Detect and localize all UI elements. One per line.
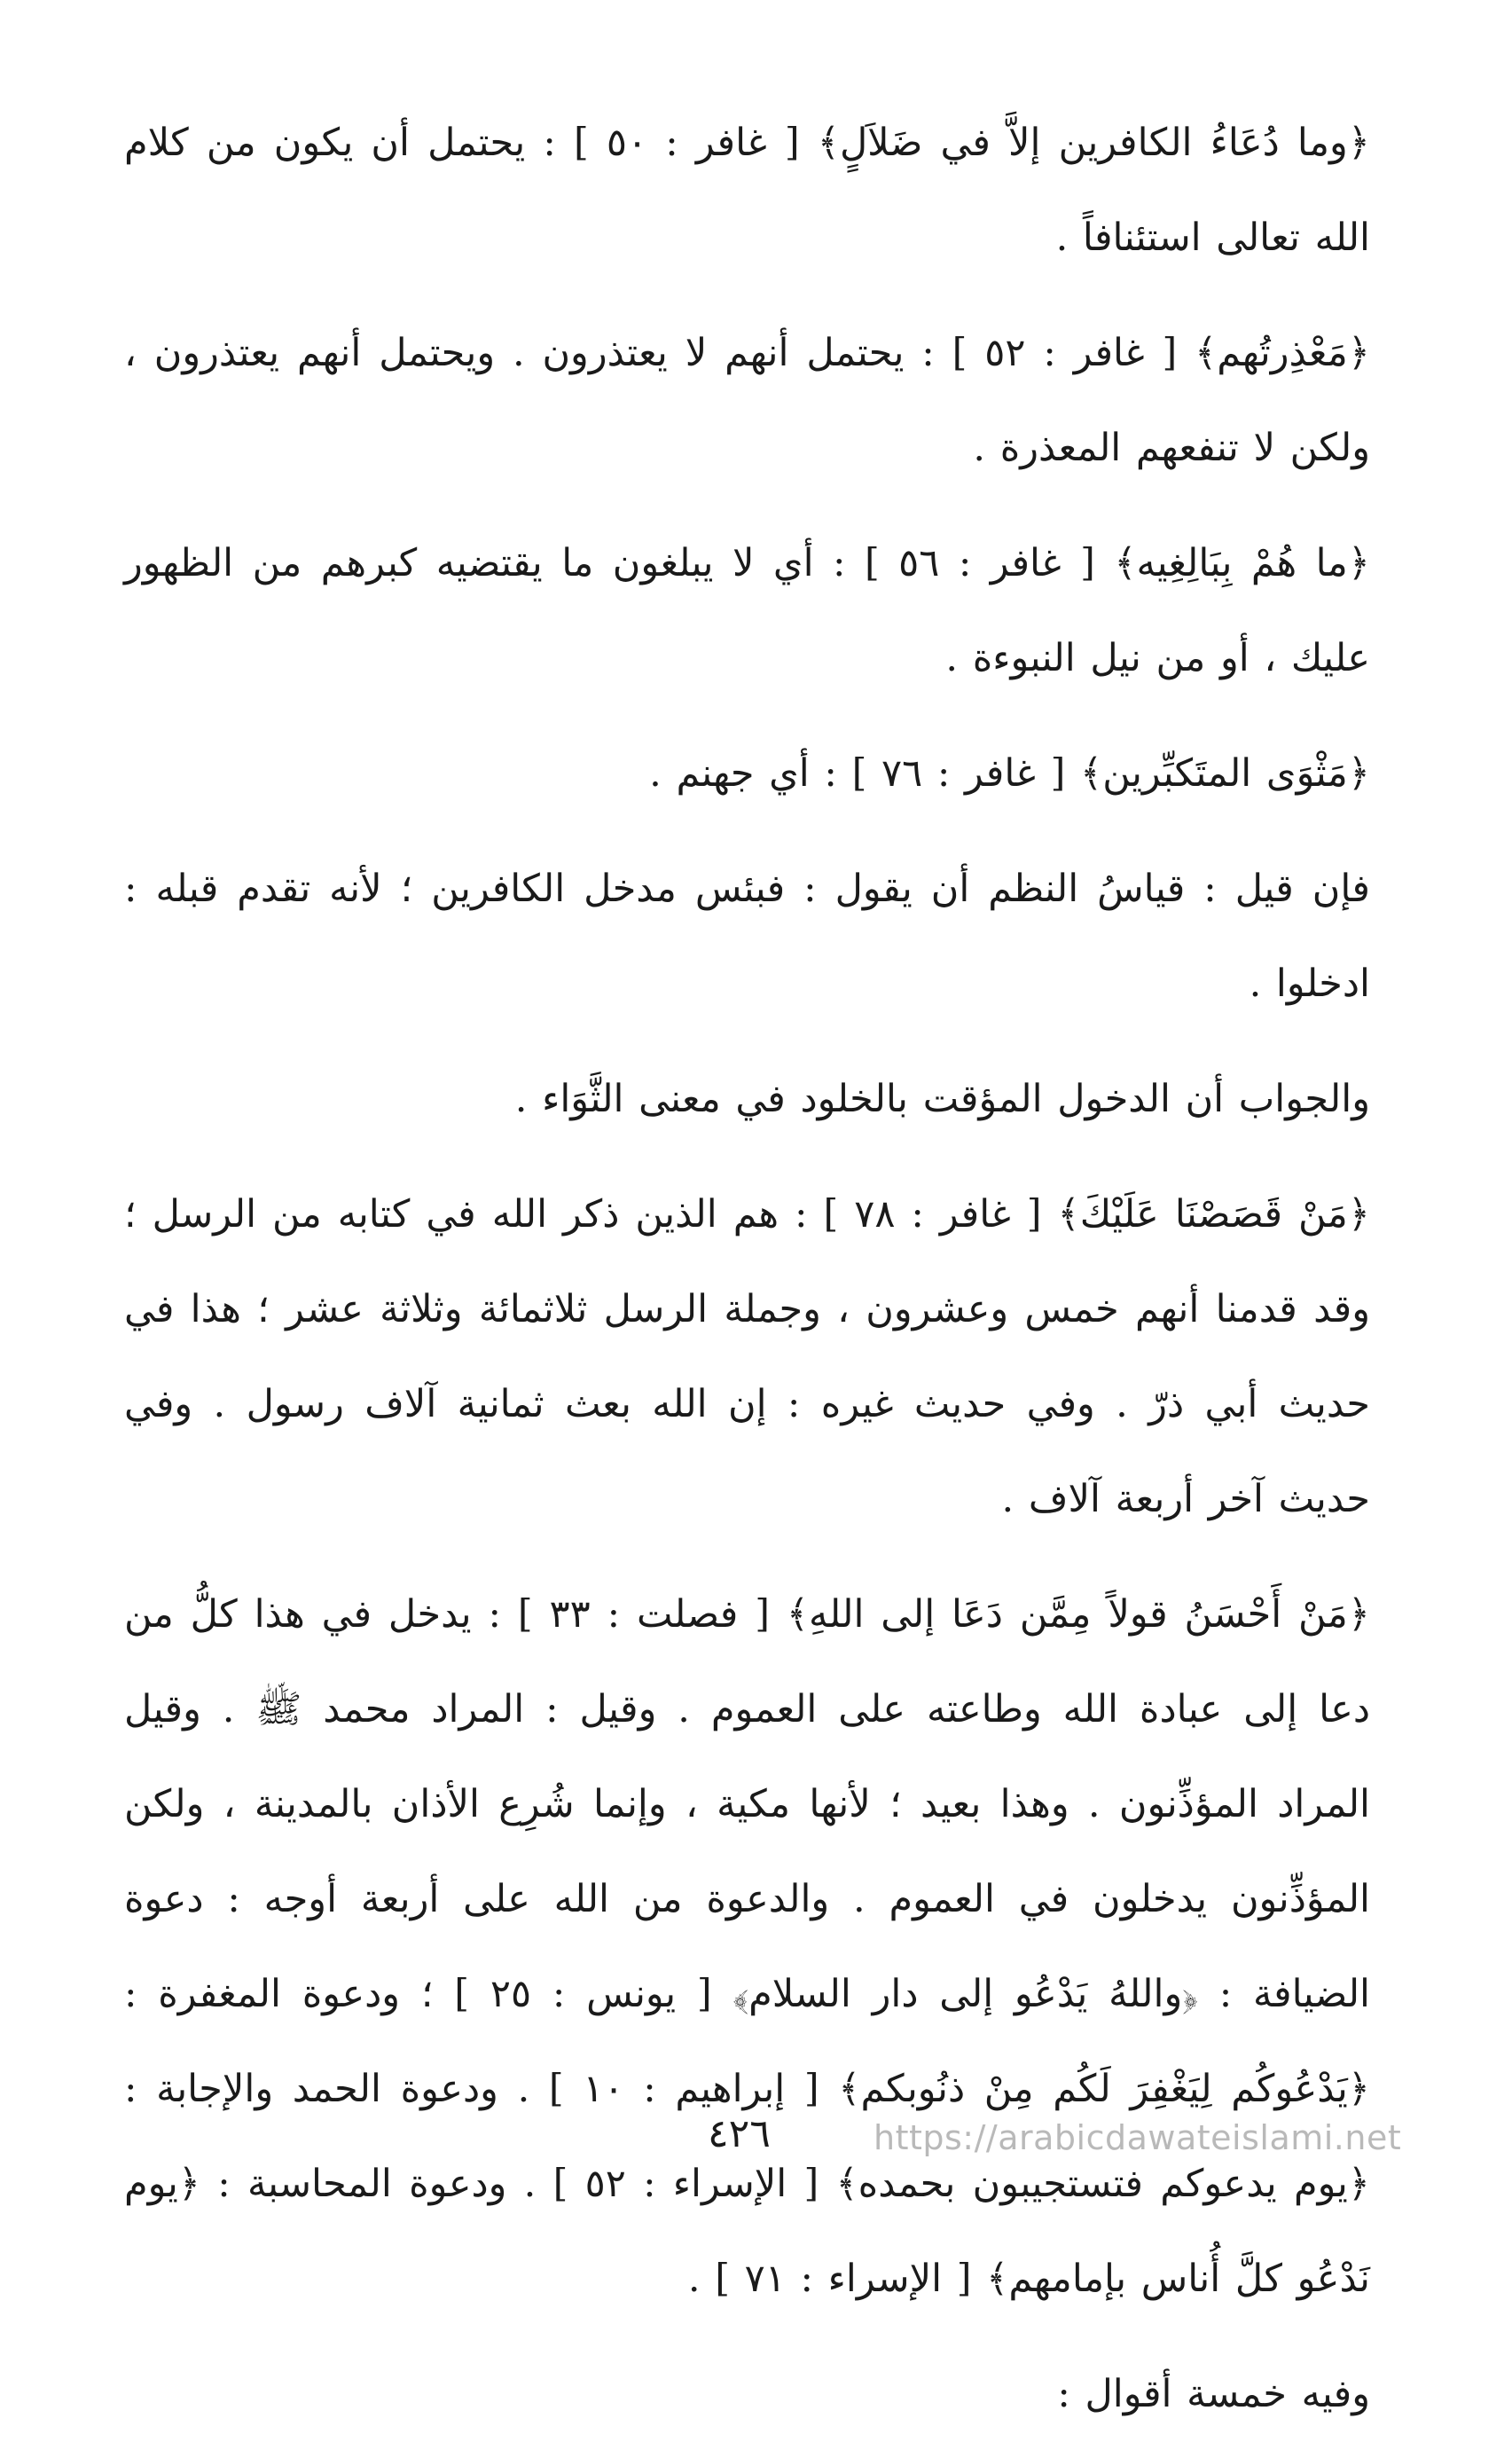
paragraph-five-sayings: وفيه خمسة أقوال :: [1057, 2372, 1370, 2416]
page-number: ٤٢٦: [708, 2111, 771, 2156]
page-body: [124, 96, 1370, 2416]
paragraph-ghafir-52: ﴿مَعْذِرتُهم﴾ [ غافر : ٥٢ ] : يحتمل أنهم لا يعتذرون . ويحتمل أنهم يعتذرون ، ولكن لا تنفعهم المعذرة .: [124, 331, 1370, 470]
watermark-url: https://arabicdawateislami.net: [874, 2118, 1402, 2157]
paragraph-fussilat-33: ﴿مَنْ أَحْسَنُ قولاً مِمَّن دَعَا إلى اللهِ﴾ [ فصلت : ٣٣ ] : يدخل في هذا كلُّ من دعا إلى عبادة الله وطاعته على العموم . وقيل : المراد محمد ﷺ . وقيل المراد المؤذِّنون . وهذا بعيد ؛ لأنها مكية ، وإنما شُرِع الأذان بالمدينة ، ولكن المؤذِّنون يدخلون في العموم . والدعوة من الله على أربعة أوجه : دعوة الضيافة : ﴿واللهُ يَدْعُو إلى دار السلام﴾ [ يونس : ٢٥ ] ؛ ودعوة المغفرة : ﴿يَدْعُوكُم لِيَغْفِرَ لَكُم مِنْ ذنُوبكم﴾ [ إبراهيم : ١٠ ] . ودعوة الحمد والإجابة : ﴿يوم يدعوكم فتستجيبون بحمده﴾ [ الإسراء : ٥٢ ] . ودعوة المحاسبة : ﴿يوم نَدْعُو كلَّ أُناس بإمامهم﴾ [ الإسراء : ٧١ ] .: [124, 1592, 1370, 2301]
paragraph-ghafir-78: ﴿مَنْ قَصَصْنَا عَلَيْكَ﴾ [ غافر : ٧٨ ] : هم الذين ذكر الله في كتابه من الرسل ؛ وقد قدمنا أنهم خمس وعشرون ، وجملة الرسل ثلاثمائة وثلاثة عشر ؛ هذا في حديث أبي ذرّ . وفي حديث غيره : إن الله بعث ثمانية آلاف رسول . وفي حديث آخر أربعة آلاف .: [124, 1192, 1370, 1521]
paragraph-answer: والجواب أن الدخول المؤقت بالخلود في معنى الثَّوَاء .: [514, 1077, 1370, 1121]
paragraph-ghafir-76: ﴿مَثْوَى المتَكبِّرين﴾ [ غافر : ٧٦ ] : أي جهنم .: [649, 751, 1370, 796]
paragraph-question: فإن قيل : قياسُ النظم أن يقول : فبئس مدخل الكافرين ؛ لأنه تقدم قبله : ادخلوا .: [124, 867, 1370, 1006]
paragraph-ghafir-50: ﴿وما دُعَاءُ الكافرين إلاَّ في ضَلاَلٍ﴾ [ غافر : ٥٠ ] : يحتمل أن يكون من كلام الله تعالى استئنافاً .: [124, 121, 1370, 260]
paragraph-ghafir-56: ﴿ما هُمْ بِبَالِغِيه﴾ [ غافر : ٥٦ ] : أي لا يبلغون ما يقتضيه كبرهم من الظهور عليك ، أو من نيل النبوءة .: [124, 541, 1370, 680]
